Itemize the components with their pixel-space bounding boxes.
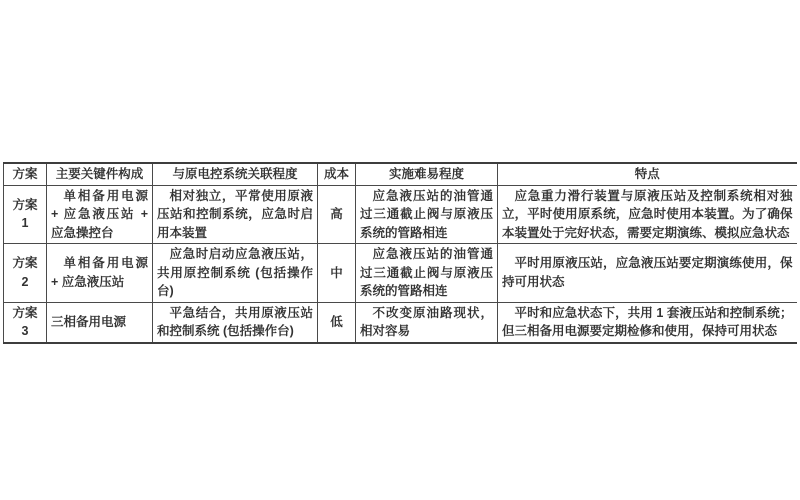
table-header (4, 163, 797, 185)
cell-relation: 平急结合，共用原液压站和控制系统 (包括操作台) (153, 302, 318, 343)
cell-difficulty: 应急液压站的油管通过三通截止阀与原液压系统的管路相连 (356, 244, 498, 303)
table-row-2 (4, 244, 797, 303)
column-header-scheme: 方案 (4, 163, 47, 185)
cell-cost: 中 (318, 244, 356, 303)
column-header-features: 特点 (498, 163, 797, 185)
table-row-1 (4, 185, 797, 244)
cell-features: 平时和应急状态下，共用 1 套液压站和控制系统；但三相备用电源要定期检修和使用，保持可用状态 (498, 302, 797, 343)
column-header-difficulty: 实施难易程度 (356, 163, 498, 185)
cell-features: 应急重力滑行装置与原液压站及控制系统相对独立，平时使用原系统，应急时使用本装置。为了确保本装置处于完好状态，需要定期演练、模拟应急状态 (498, 185, 797, 244)
cell-difficulty: 应急液压站的油管通过三通截止阀与原液压系统的管路相连 (356, 185, 498, 244)
cell-scheme: 方案 3 (4, 302, 47, 343)
cell-features: 平时用原液压站，应急液压站要定期演练使用，保持可用状态 (498, 244, 797, 303)
column-header-components: 主要关键件构成 (47, 163, 153, 185)
cell-scheme: 方案 1 (4, 185, 47, 244)
cell-components: 三相备用电源 (47, 302, 153, 343)
header-row (4, 163, 797, 185)
cell-cost: 高 (318, 185, 356, 244)
column-header-relation: 与原电控系统关联程度 (153, 163, 318, 185)
scheme-comparison-table (3, 162, 797, 344)
table-body (4, 185, 797, 343)
cell-cost: 低 (318, 302, 356, 343)
table-row-3 (4, 302, 797, 343)
cell-components: 单相备用电源 + 应急液压站 (47, 244, 153, 303)
cell-difficulty: 不改变原油路现状，相对容易 (356, 302, 498, 343)
cell-relation: 相对独立，平常使用原液压站和控制系统，应急时启用本装置 (153, 185, 318, 244)
cell-components: 单相备用电源 + 应急液压站 + 应急操控台 (47, 185, 153, 244)
cell-scheme: 方案 2 (4, 244, 47, 303)
cell-relation: 应急时启动应急液压站，共用原控制系统 (包括操作台) (153, 244, 318, 303)
column-header-cost: 成本 (318, 163, 356, 185)
